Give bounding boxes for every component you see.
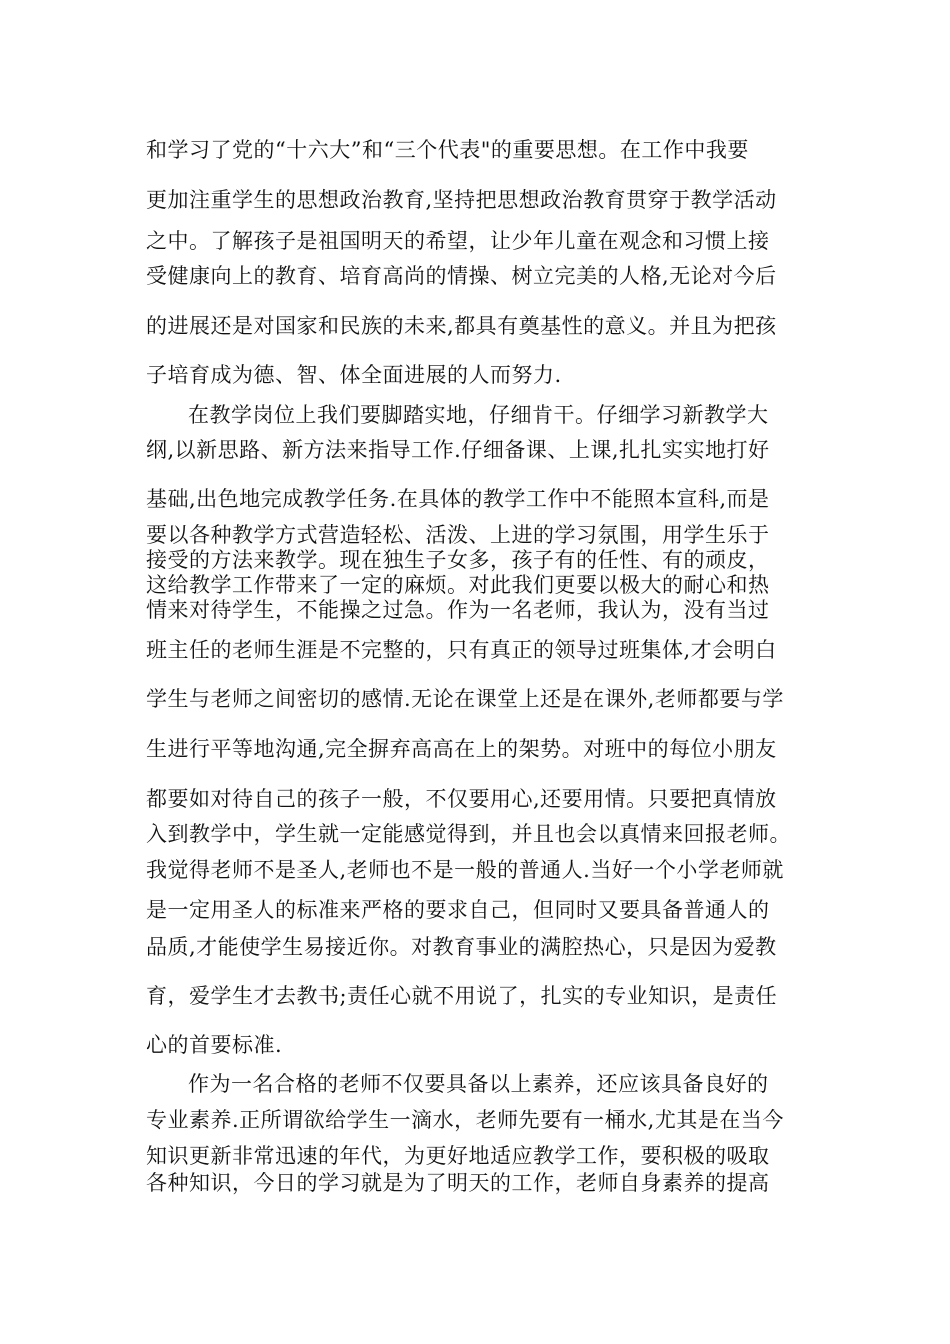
text-line: 知识更新非常迅速的年代，为更好地适应教学工作，要积极的吸取 [146,1144,770,1168]
text-line: 这给教学工作带来了一定的麻烦。对此我们更要以极大的耐心和热 [146,573,770,597]
text-line: 班主任的老师生涯是不完整的，只有真正的领导过班集体,才会明白 [146,638,777,662]
text-line: 品质,才能使学生易接近你。对教育事业的满腔热心，只是因为爱教 [146,935,777,959]
text-line: 更加注重学生的思想政治教育,坚持把思想政治教育贯穿于教学活动 [146,188,777,212]
text-line: 基础,出色地完成教学任务.在具体的教学工作中不能照本宣科,而是 [146,487,770,511]
text-line: 纲,以新思路、新方法来指导工作.仔细备课、上课,扎扎实实地打好 [146,438,770,462]
text-line: 生进行平等地沟通,完全摒弃高高在上的架势。对班中的每位小朋友 [146,737,777,761]
text-line: 接受的方法来教学。现在独生子女多，孩子有的任性、有的顽皮， [146,548,770,572]
text-line: 都要如对待自己的孩子一般，不仅要用心,还要用情。只要把真情放 [146,787,777,811]
paragraph-first-line: 在教学岗位上我们要脚踏实地，仔细肯干。仔细学习新教学大 [188,403,769,427]
text-line: 情来对待学生，不能操之过急。作为一名老师，我认为，没有当过 [146,598,770,622]
text-line: 各种知识，今日的学习就是为了明天的工作，老师自身素养的提高 [146,1171,770,1195]
text-line: 子培育成为德、智、体全面进展的人而努力. [146,363,562,387]
text-line: 育，爱学生才去教书;责任心就不用说了，扎实的专业知识，是责任 [146,984,778,1008]
text-line: 要以各种教学方式营造轻松、活泼、上进的学习氛围，用学生乐于 [146,523,770,547]
text-line: 专业素养.正所谓欲给学生一滴水，老师先要有一桶水,尤其是在当今 [146,1108,784,1132]
text-line: 心的首要标准. [146,1033,283,1057]
text-line: 的进展还是对国家和民族的未来,都具有奠基性的意义。并且为把孩 [146,314,777,338]
text-line: 之中。了解孩子是祖国明天的希望，让少年儿童在观念和习惯上接 [146,229,770,253]
text-line: 和学习了党的“十六大”和“三个代表"的重要思想。在工作中我要 [146,138,749,162]
text-line: 学生与老师之间密切的感情.无论在课堂上还是在课外,老师都要与学 [146,687,784,711]
text-line: 我觉得老师不是圣人,老师也不是一般的普通人.当好一个小学老师就 [146,858,784,882]
text-line: 受健康向上的教育、培育高尚的情操、树立完美的人格,无论对今后 [146,264,777,288]
paragraph-first-line: 作为一名合格的老师不仅要具备以上素养，还应该具备良好的 [188,1072,769,1096]
text-line: 是一定用圣人的标准来严格的要求自己，但同时又要具备普通人的 [146,898,770,922]
text-line: 入到教学中，学生就一定能感觉得到，并且也会以真情来回报老师。 [146,822,791,846]
